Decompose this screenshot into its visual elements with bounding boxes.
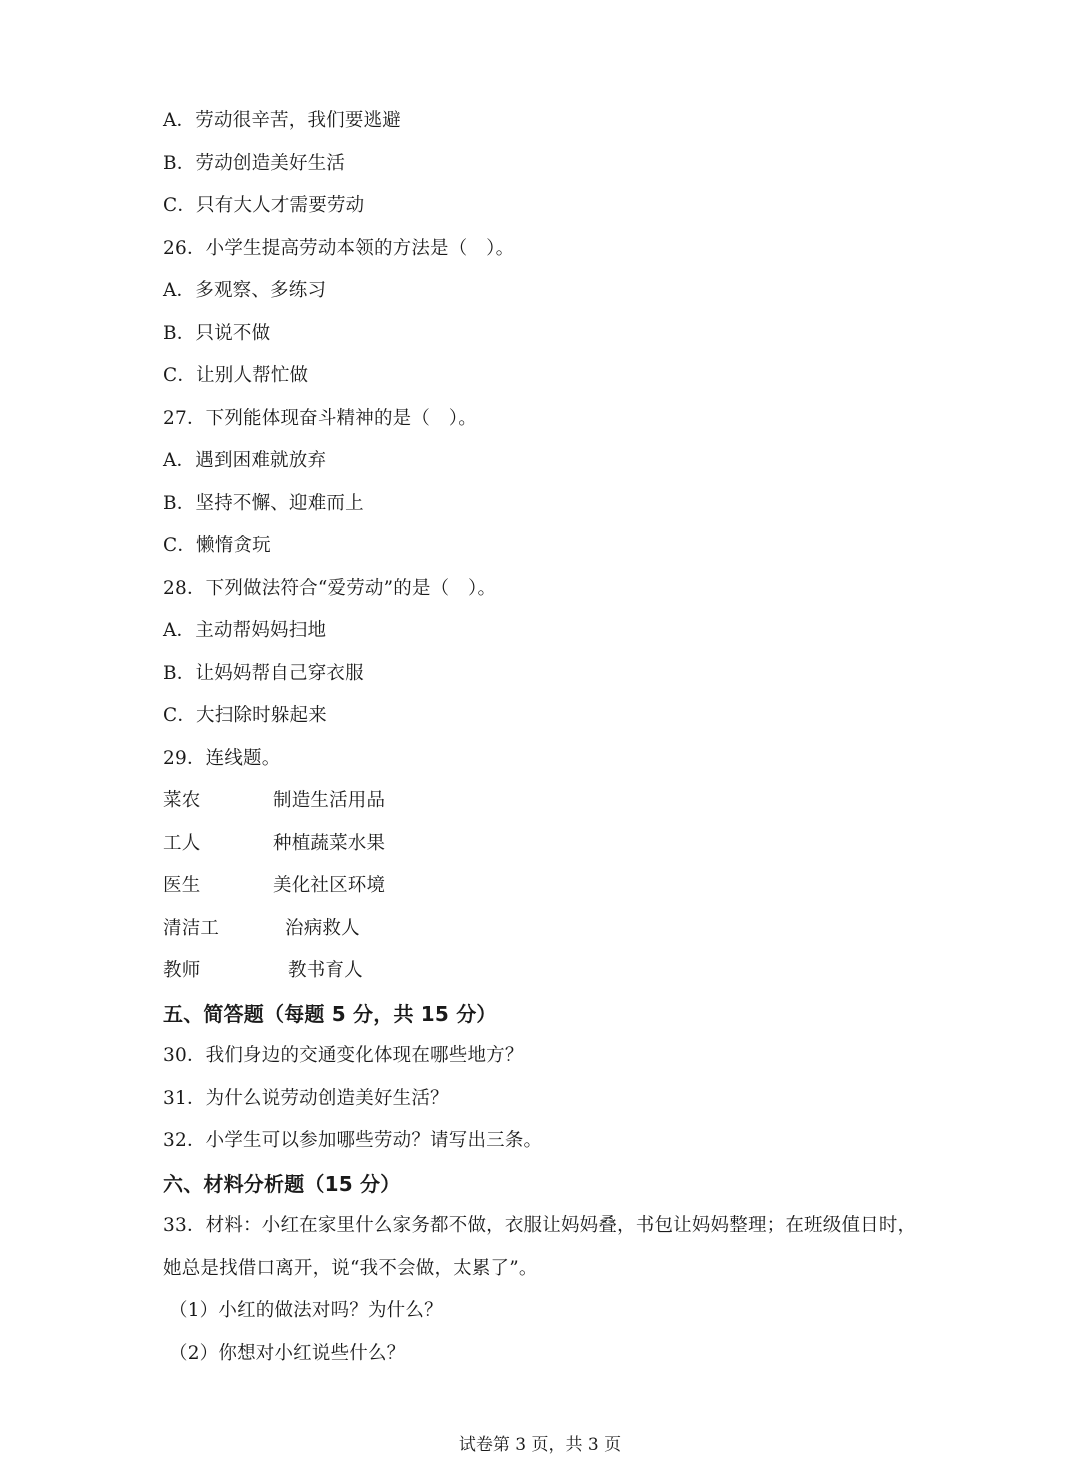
q28-stem: 28．下列做法符合“爱劳动”的是（ ）。 <box>163 577 497 599</box>
q33-sub-question-1: （1）小红的做法对吗？为什么？ <box>169 1300 443 1321</box>
page-footer: 试卷第 3 页，共 3 页 <box>458 1435 622 1455</box>
match-right-item: 美化社区环境 <box>273 875 386 896</box>
section5-heading: 五、简答题（每题 5 分，共 15 分） <box>163 1001 497 1026</box>
exam-content <box>163 100 963 1375</box>
match-left-item: 清洁工 <box>163 917 220 939</box>
q27-option-b: B．坚持不懈、迎难而上 <box>163 492 364 514</box>
match-row <box>163 823 963 866</box>
q28-option-a: A．主动帮妈妈扫地 <box>163 620 327 641</box>
q25-option-c: C．只有大人才需要劳动 <box>163 195 365 216</box>
section6-heading: 六、材料分析题（15 分） <box>163 1171 401 1196</box>
match-row <box>163 780 963 823</box>
q31: 31．为什么说劳动创造美好生活？ <box>163 1087 449 1109</box>
q30: 30．我们身边的交通变化体现在哪些地方？ <box>163 1045 524 1066</box>
match-left-item: 菜农 <box>163 790 201 811</box>
match-row <box>163 865 963 908</box>
match-left-item: 教师 <box>163 960 201 981</box>
q26-option-b: B．只说不做 <box>163 322 271 344</box>
match-right-item: 种植蔬菜水果 <box>273 832 386 854</box>
q33-sub-question-2: （2）你想对小红说些什么？ <box>169 1342 406 1364</box>
q27-stem: 27．下列能体现奋斗精神的是（ ）。 <box>163 407 477 429</box>
match-right-item: 治病救人 <box>285 917 360 939</box>
q28-option-b: B．让妈妈帮自己穿衣服 <box>163 662 364 684</box>
match-row <box>163 950 963 993</box>
match-right-item: 教书育人 <box>288 960 363 981</box>
match-right-item: 制造生活用品 <box>273 790 386 811</box>
match-left-item: 工人 <box>163 832 201 854</box>
match-row <box>163 908 963 951</box>
q26-option-a: A．多观察、多练习 <box>163 280 327 301</box>
q32: 32．小学生可以参加哪些劳动？请写出三条。 <box>163 1130 543 1151</box>
match-left-item: 医生 <box>163 875 201 896</box>
q33-material-line2: 她总是找借口离开，说“我不会做，太累了”。 <box>163 1257 538 1279</box>
q25-option-b: B．劳动创造美好生活 <box>163 152 346 174</box>
q26-stem: 26．小学生提高劳动本领的方法是（ ）。 <box>163 237 515 259</box>
q27-option-a: A．遇到困难就放弃 <box>163 450 327 471</box>
q33-material-line1: 33．材料：小红在家里什么家务都不做，衣服让妈妈叠，书包让妈妈整理；在班级值日时， <box>163 1215 917 1236</box>
q25-option-a: A．劳动很辛苦，我们要逃避 <box>163 110 401 131</box>
q26-option-c: C．让别人帮忙做 <box>163 365 309 386</box>
q29-stem: 29．连线题。 <box>163 747 281 769</box>
q28-option-c: C．大扫除时躲起来 <box>163 705 327 726</box>
q27-option-c: C．懒惰贪玩 <box>163 535 271 556</box>
